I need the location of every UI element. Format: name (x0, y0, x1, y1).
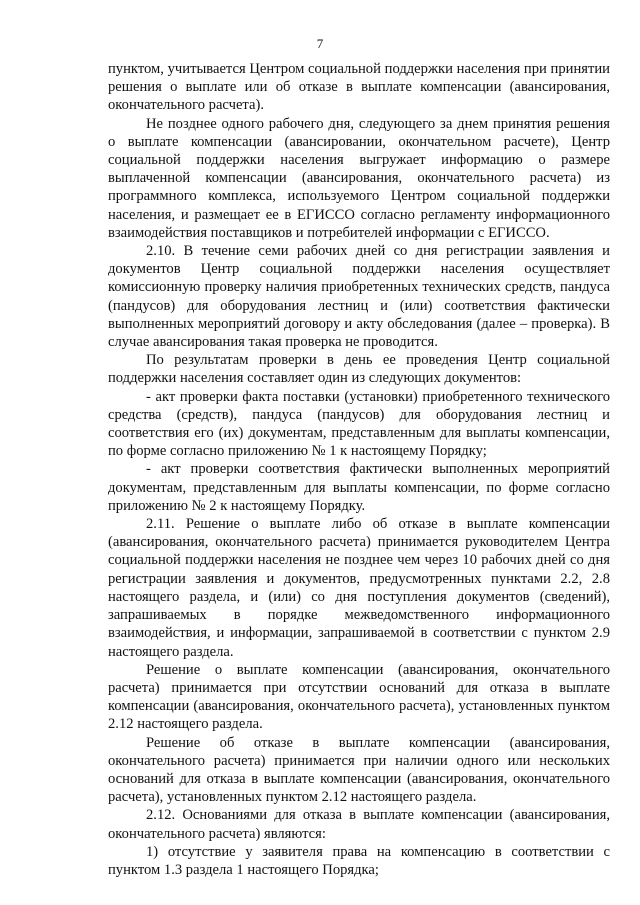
page-number: 7 (316, 36, 324, 51)
list-item: - акт проверки соответствия фактически выполненных мероприятий документам, представленным для выплаты компенсации, по форме согласно приложению № 2 к настоящему Порядку. (108, 461, 610, 514)
paragraph: По результатам проверки в день ее проведения Центр социальной поддержки населения составляет один из следующих документов: (108, 352, 610, 387)
paragraph: Не позднее одного рабочего дня, следующего за днем принятия решения о выплате компенсации (авансировании, окончательном расчете), Центр социальной поддержки населения выгружает информацию о размере выплаченной компенсации (авансирования, окончательного расчета) из программного комплекса, используемого Центром социальной поддержки населения, и размещает ее в ЕГИССО согласно регламенту информационного взаимодействия поставщиков и потребителей информации с ЕГИССО. (108, 115, 610, 241)
list-item: 1) отсутствие у заявителя права на компенсацию в соответствии с пунктом 1.3 раздела 1 настоящего Порядка; (108, 843, 610, 878)
paragraph: пунктом, учитывается Центром социальной поддержки населения при принятии решения о выплате или об отказе в выплате компенсации (авансирования, окончательного расчета). (108, 61, 610, 114)
paragraph-section-2-12: 2.12. Основаниями для отказа в выплате компенсации (авансирования, окончательного расчета) являются: (108, 807, 610, 842)
document-body (108, 60, 610, 879)
paragraph: Решение о выплате компенсации (авансирования, окончательного расчета) принимается при отсутствии оснований для отказа в выплате компенсации (авансирования, окончательного расчета), установленных пунктом 2.12 настоящего раздела. (108, 661, 610, 733)
list-item: - акт проверки факта поставки (установки) приобретенного технического средства (средств), пандуса (пандусов) для оборудования лестниц и соответствия его (их) документам, представленным для выплаты компенсации, по форме согласно приложению № 1 к настоящему Порядку; (108, 388, 610, 460)
paragraph-section-2-10: 2.10. В течение семи рабочих дней со дня регистрации заявления и документов Центр социальной поддержки населения осуществляет комиссионную проверку наличия приобретенных технических средств, пандуса (пандусов) для оборудования лестниц и (или) соответствия фактически выполненных мероприятий договору и акту обследования (далее – проверка). В случае авансирования такая проверка не проводится. (108, 243, 610, 351)
paragraph: Решение об отказе в выплате компенсации (авансирования, окончательного расчета) принимается при наличии одного или нескольких оснований для отказа в выплате компенсации (авансирования, окончательного расчета), установленных пунктом 2.12 настоящего раздела. (108, 734, 610, 806)
paragraph-section-2-11: 2.11. Решение о выплате либо об отказе в выплате компенсации (авансирования, окончательного расчета) принимается руководителем Центра социальной поддержки населения не позднее чем через 10 рабочих дней со дня регистрации заявления и документов, предусмотренных пунктами 2.2, 2.8 настоящего раздела, и (или) со дня поступления документов (сведений), запрашиваемых в порядке межведомственного информационного взаимодействия, и информации, запрашиваемой в соответствии с пунктом 2.9 настоящего раздела. (108, 516, 610, 660)
